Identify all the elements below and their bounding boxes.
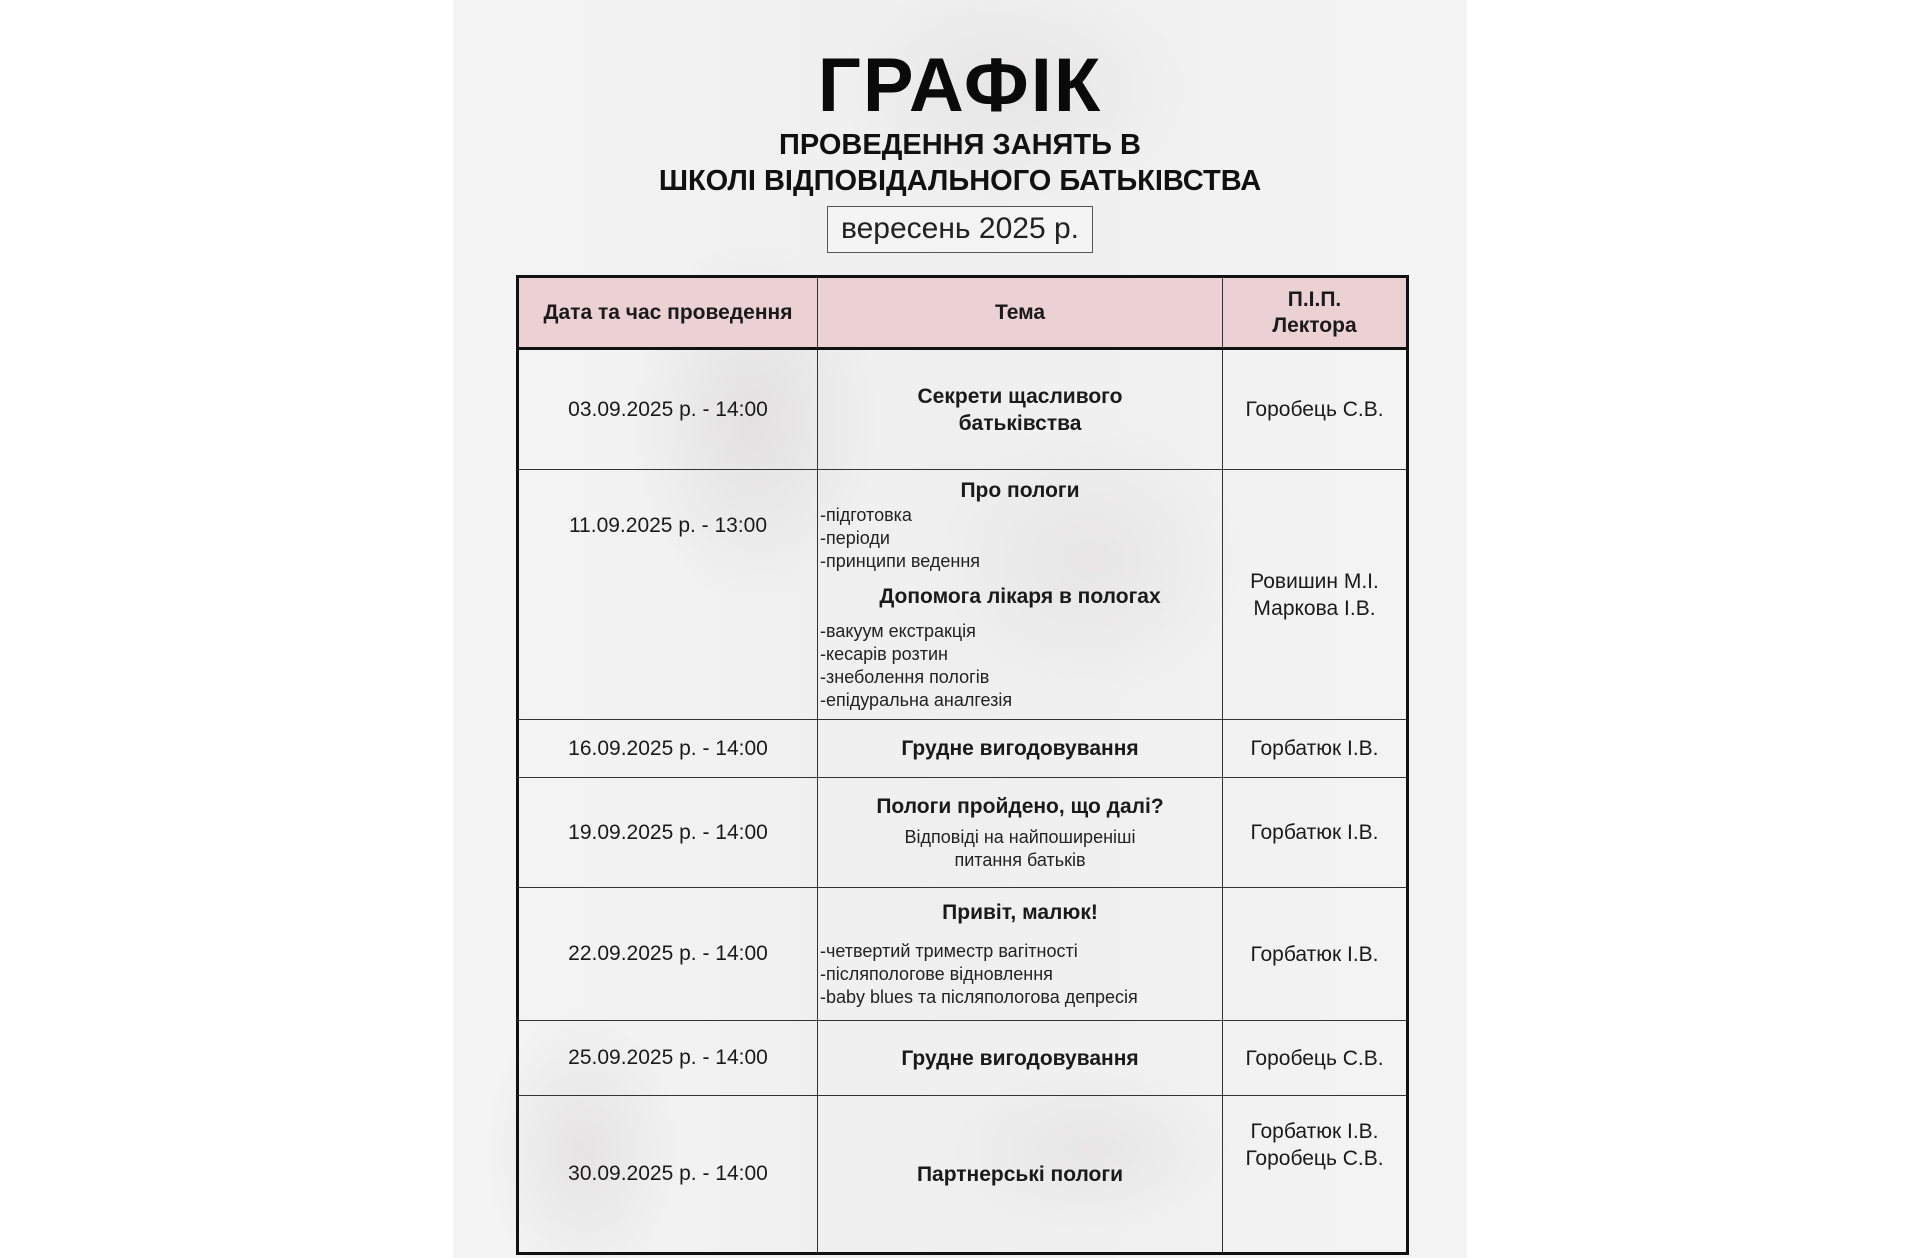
lecturer-name: Горобець С.В.	[1245, 398, 1384, 421]
theme-item: -четвертий триместр вагітності	[820, 941, 1078, 961]
row-theme	[818, 349, 1223, 470]
table-row	[518, 349, 1408, 470]
header-date: Дата та час проведення	[518, 277, 818, 349]
lecturer-name: Горбатюк І.В.	[1250, 821, 1379, 844]
row-date: 30.09.2025 р. - 14:00	[518, 1096, 818, 1254]
poster-subtitle-line2: ШКОЛІ ВІДПОВІДАЛЬНОГО БАТЬКІВСТВА	[658, 165, 1262, 197]
theme-item: -baby blues та післяпологова депресія	[820, 987, 1138, 1007]
row-theme	[818, 778, 1223, 888]
row-theme	[818, 1096, 1223, 1254]
schedule-poster	[453, 0, 1467, 1258]
header-theme: Тема	[818, 277, 1223, 349]
lecturer-name: Горобець С.В.	[1245, 1147, 1384, 1170]
lecturer-name: Горбатюк І.В.	[1250, 1120, 1379, 1143]
theme-title: Грудне вигодовування	[901, 737, 1139, 760]
row-lecturer	[1223, 349, 1408, 470]
month-label: вересень 2025 р.	[827, 206, 1093, 253]
table-header	[518, 277, 1408, 349]
theme-title: Пологи пройдено, що далі?	[876, 795, 1164, 818]
header-lecturer-line1: П.І.П.	[1287, 287, 1342, 311]
row-lecturer	[1223, 470, 1408, 720]
theme-subtitle-line1: Відповіді на найпоширеніші	[904, 827, 1136, 847]
row-theme	[818, 720, 1223, 778]
row-lecturer	[1223, 1096, 1408, 1254]
table-row	[518, 1096, 1408, 1254]
table-row	[518, 1021, 1408, 1096]
row-theme	[818, 1021, 1223, 1096]
row-lecturer	[1223, 1021, 1408, 1096]
table-row	[518, 720, 1408, 778]
theme-item: -принципи ведення	[820, 551, 981, 571]
row-date: 22.09.2025 р. - 14:00	[518, 888, 818, 1021]
theme-item: -вакуум екстракція	[820, 621, 976, 641]
theme-title-line2: батьківства	[958, 411, 1082, 435]
theme-title: Грудне вигодовування	[901, 1046, 1139, 1070]
poster-title: ГРАФІК	[817, 43, 1103, 128]
table-row	[518, 778, 1408, 888]
lecturer-name: Горбатюк І.В.	[1250, 942, 1379, 966]
theme-item: -епідуральна аналгезія	[820, 690, 1013, 710]
table-row	[518, 470, 1408, 720]
lecturer-name: Горобець С.В.	[1245, 1046, 1384, 1070]
theme-item: -знеболення пологів	[820, 667, 990, 687]
row-lecturer	[1223, 888, 1408, 1021]
table-row	[518, 888, 1408, 1021]
row-date: 16.09.2025 р. - 14:00	[518, 720, 818, 778]
theme-subtitle-line2: питання батьків	[954, 850, 1086, 870]
theme-item: -кесарів розтин	[820, 644, 948, 664]
lecturer-name: Ровишин М.І.	[1250, 569, 1379, 593]
theme-item: -періоди	[820, 528, 890, 548]
header-row	[518, 277, 1408, 349]
theme-item: -післяпологове відновлення	[820, 964, 1053, 984]
header-lecturer	[1223, 277, 1408, 349]
row-date: 11.09.2025 р. - 13:00	[518, 470, 818, 720]
schedule-table	[516, 275, 1409, 1255]
theme-title-secondary: Допомога лікаря в пологах	[879, 585, 1161, 608]
header-lecturer-line2: Лектора	[1272, 313, 1357, 337]
poster-subtitle-line1: ПРОВЕДЕННЯ ЗАНЯТЬ В	[779, 129, 1141, 161]
lecturer-name: Маркова І.В.	[1253, 596, 1376, 620]
theme-item: -підготовка	[820, 505, 912, 525]
row-theme	[818, 470, 1223, 720]
row-date: 25.09.2025 р. - 14:00	[518, 1021, 818, 1096]
theme-title-line1: Секрети щасливого	[917, 384, 1123, 408]
row-lecturer	[1223, 778, 1408, 888]
lecturer-name: Горбатюк І.В.	[1250, 737, 1379, 760]
theme-title: Привіт, малюк!	[942, 901, 1098, 924]
theme-title: Про пологи	[960, 479, 1080, 502]
row-lecturer	[1223, 720, 1408, 778]
theme-title: Партнерські пологи	[916, 1162, 1124, 1186]
row-theme	[818, 888, 1223, 1021]
row-date: 19.09.2025 р. - 14:00	[518, 778, 818, 888]
row-date: 03.09.2025 р. - 14:00	[518, 349, 818, 470]
